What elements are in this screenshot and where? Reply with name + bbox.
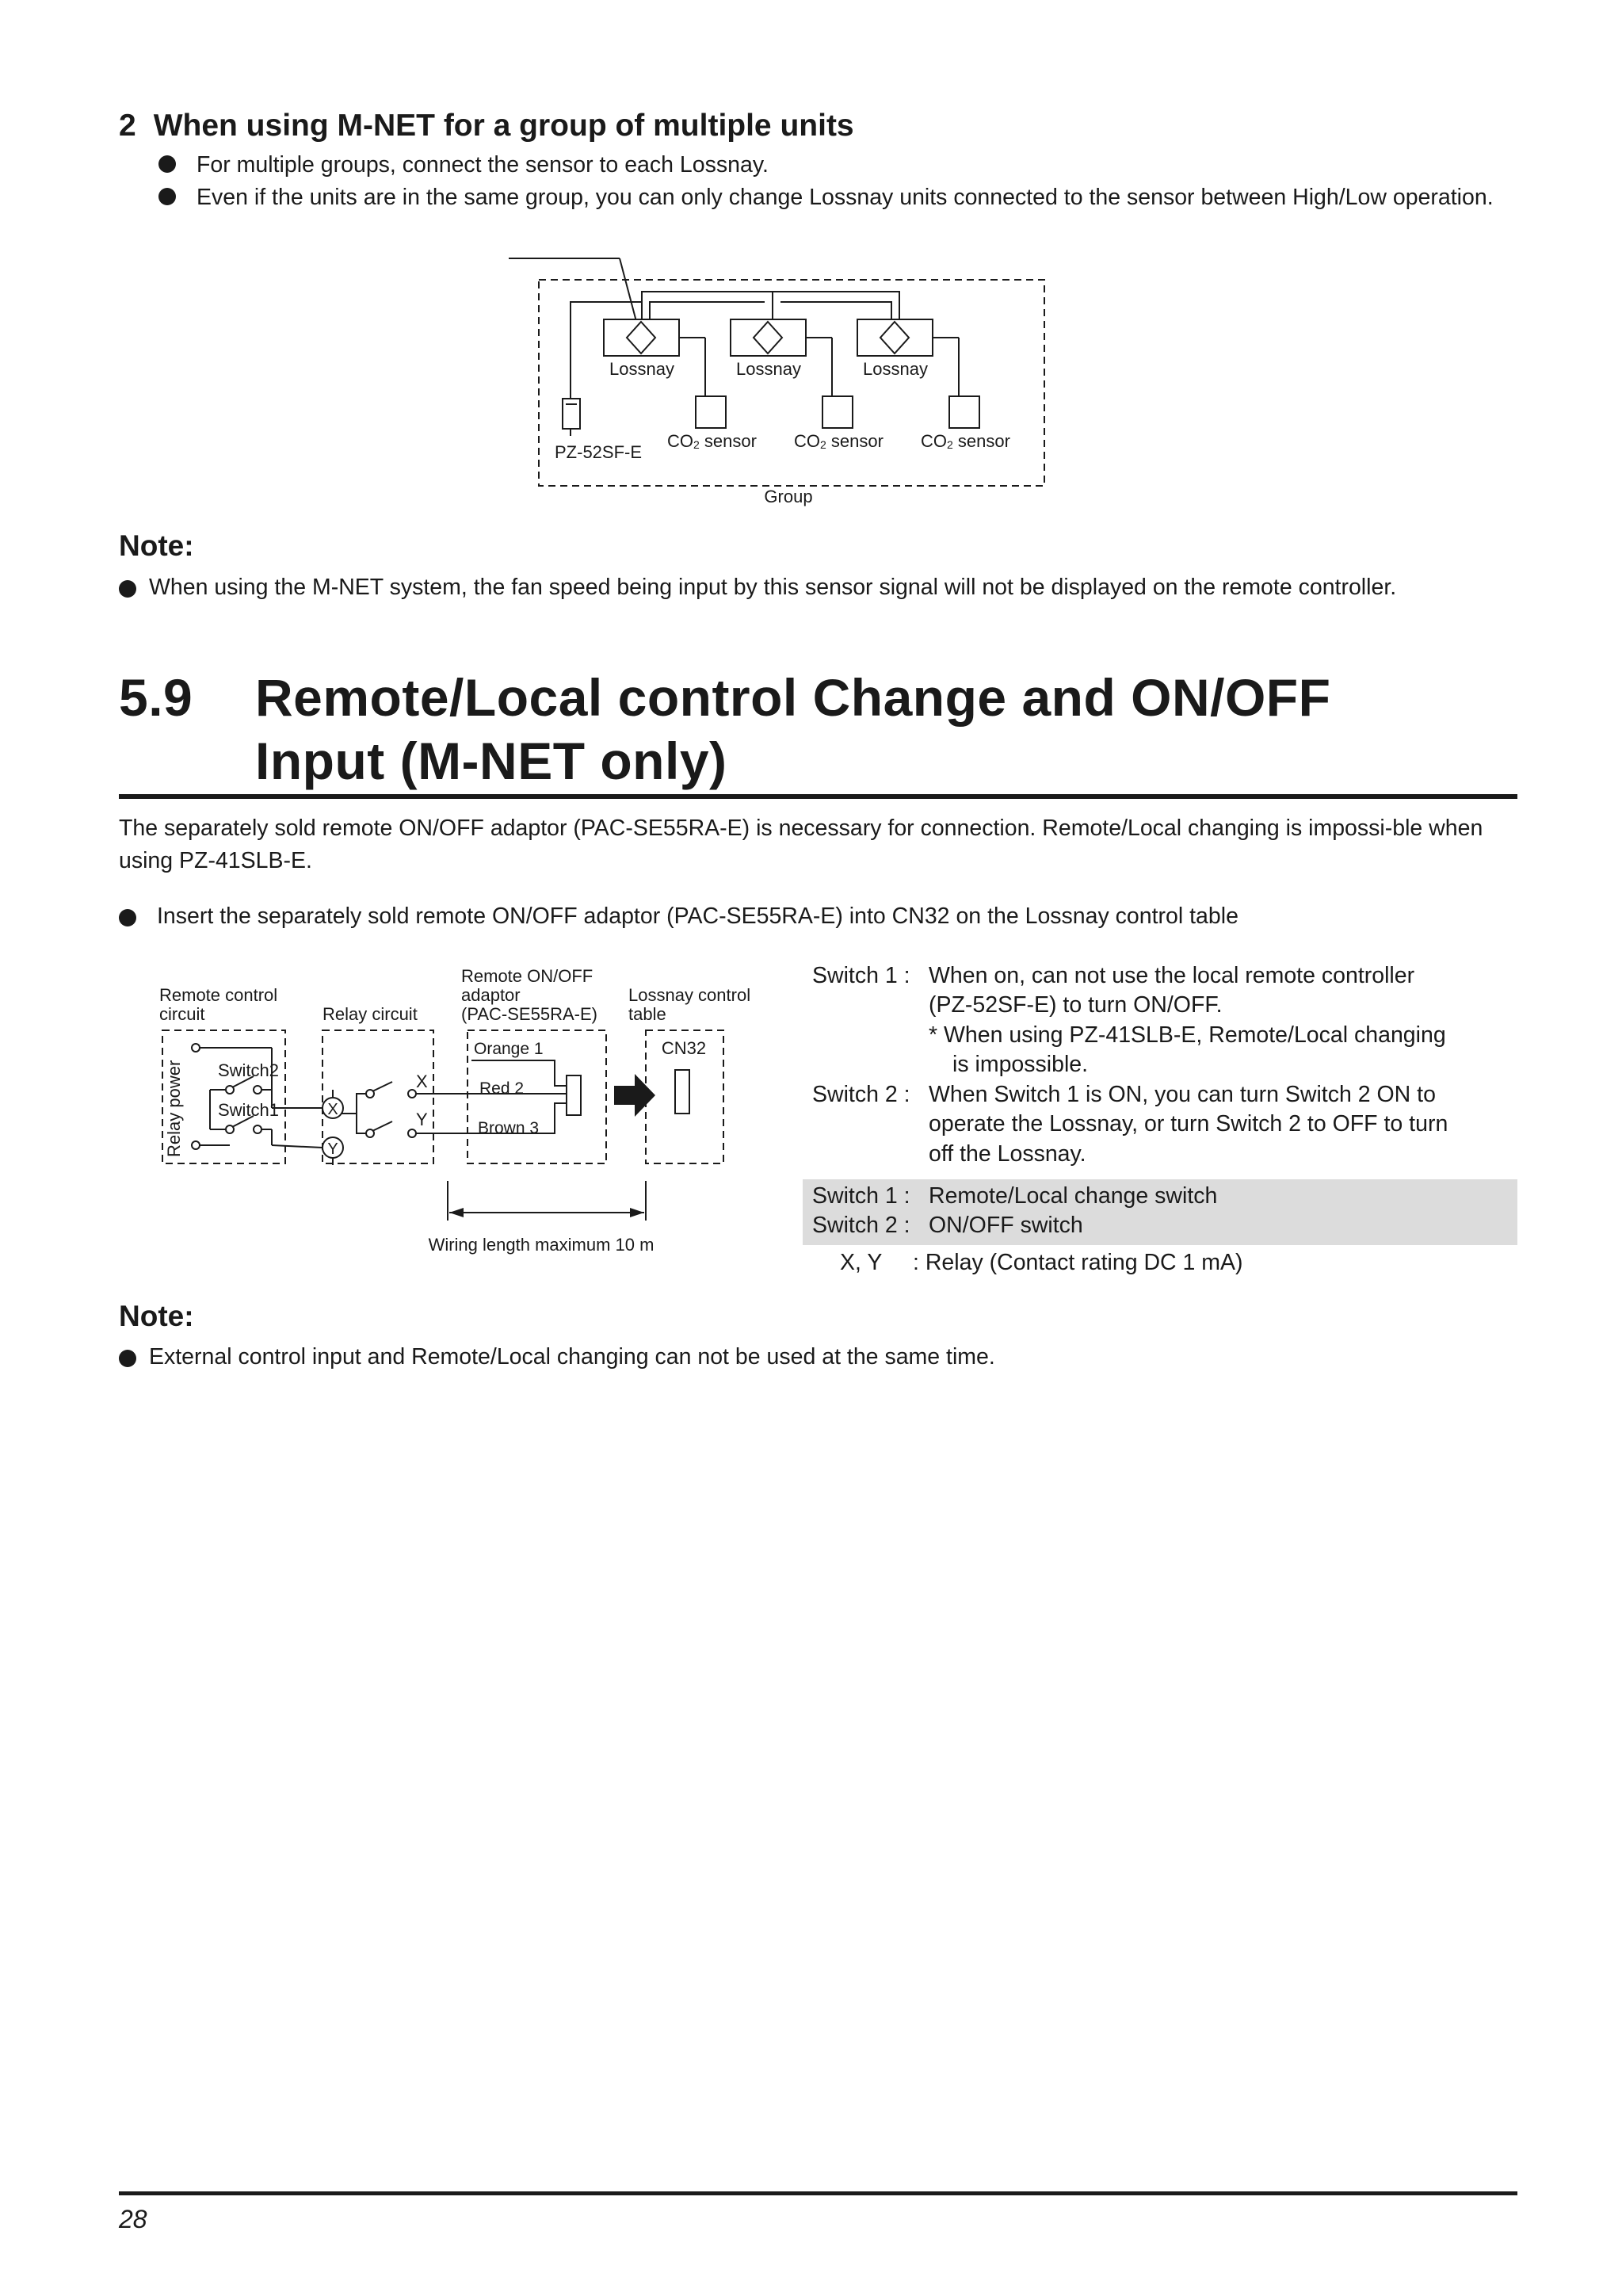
remote-control-circuit-label: Remote control	[159, 985, 278, 1005]
wire-label: Brown 3	[478, 1119, 540, 1137]
bullet-dot-icon	[119, 580, 136, 598]
switch2-desc-line: operate the Lossnay, or turn Switch 2 to OFF to turn	[929, 1111, 1448, 1137]
switch1-desc-label: Switch 1 :	[812, 963, 910, 988]
section-number: 5.9	[119, 668, 193, 727]
lossnay-label: Lossnay	[609, 359, 674, 379]
switch2-desc-label: Switch 2 :	[812, 1082, 910, 1107]
relay-xy-label: X, Y	[840, 1250, 883, 1275]
adaptor-plug	[567, 1075, 581, 1115]
contact-y-label: Y	[416, 1110, 428, 1129]
adaptor-label: (PAC-SE55RA-E)	[461, 1004, 597, 1024]
remote-control-circuit-label: circuit	[159, 1004, 205, 1024]
legend-switch2-text: ON/OFF switch	[929, 1213, 1083, 1238]
intro-paragraph: The separately sold remote ON/OFF adaptor (PAC-SE55RA-E) is necessary for connection. Remote/Local changing is impossi-ble when using PZ-41SLB-E.	[119, 816, 1483, 873]
note-title: Note:	[119, 1300, 194, 1332]
adaptor-label: Remote ON/OFF	[461, 967, 593, 986]
controller-icon	[563, 399, 580, 429]
co2-sensor-label: CO2 sensor	[921, 431, 1010, 451]
note-text: When using the M-NET system, the fan speed being input by this sensor signal will not be displayed on the remote controller.	[149, 575, 1397, 600]
switch2-label: Switch2	[218, 1060, 280, 1080]
wire-label: Orange 1	[474, 1040, 544, 1058]
relay-xy-text: : Relay (Contact rating DC 1 mA)	[913, 1250, 1243, 1275]
switch2-desc-line: When Switch 1 is ON, you can turn Switch 2 ON to	[929, 1082, 1436, 1107]
footer-rule	[119, 2191, 1517, 2195]
section-title-line2: Input (M-NET only)	[255, 732, 727, 790]
legend-switch1-text: Remote/Local change switch	[929, 1183, 1218, 1209]
co2-sensor-label: CO2 sensor	[794, 431, 884, 451]
co2-sensor	[696, 396, 726, 428]
relay-power-label: Relay power	[164, 1060, 184, 1157]
connector-label: CN32	[661, 1038, 707, 1058]
group-wiring-diagram	[499, 252, 1054, 514]
relay-circuit-label: Relay circuit	[322, 1004, 418, 1024]
bullet-text: Insert the separately sold remote ON/OFF adaptor (PAC-SE55RA-E) into CN32 on the Lossnay control table	[157, 904, 1238, 929]
lossnay-label: Lossnay	[736, 359, 801, 379]
wiring-length-label: Wiring length maximum 10 m	[428, 1235, 655, 1255]
cn32-connector	[675, 1070, 689, 1114]
bullet-text: For multiple groups, connect the sensor to each Lossnay.	[197, 152, 769, 178]
legend-switch1-label: Switch 1 :	[812, 1183, 910, 1209]
bullet-dot-icon	[119, 909, 136, 926]
note-title: Note:	[119, 529, 194, 562]
bullet-dot-icon	[158, 188, 176, 205]
legend-switch2-label: Switch 2 :	[812, 1213, 910, 1238]
relay-y-coil-label: Y	[327, 1140, 338, 1158]
bullet-dot-icon	[158, 155, 176, 173]
switch1-desc-line: When on, can not use the local remote controller	[929, 963, 1415, 988]
relay-x-coil-label: X	[327, 1101, 338, 1118]
controller-label: PZ-52SF-E	[555, 442, 643, 462]
page-number: 28	[119, 2205, 147, 2233]
switch1-desc-line: (PZ-52SF-E) to turn ON/OFF.	[929, 992, 1223, 1018]
subsection-number: 2	[119, 109, 136, 143]
contact-x-label: X	[416, 1072, 428, 1091]
switch2-desc-line: off the Lossnay.	[929, 1141, 1086, 1167]
lossnay-label: Lossnay	[863, 359, 928, 379]
bullet-text: Even if the units are in the same group, you can only change Lossnay units connected to the sensor between High/Low operation.	[197, 185, 1494, 210]
group-label: Group	[764, 487, 813, 506]
section-title-line1: Remote/Local control Change and ON/OFF	[255, 668, 1331, 727]
switch1-label: Switch1	[218, 1100, 280, 1120]
adaptor-label: adaptor	[461, 985, 521, 1005]
wire-label: Red 2	[479, 1079, 525, 1098]
lossnay-table-label: Lossnay control	[628, 985, 751, 1005]
bullet-dot-icon	[119, 1350, 136, 1367]
co2-sensor	[949, 396, 979, 428]
lossnay-table-label: table	[628, 1004, 666, 1024]
subsection-heading	[119, 109, 854, 143]
section-rule	[119, 794, 1517, 799]
insert-arrow-icon	[614, 1074, 655, 1117]
co2-sensor	[822, 396, 853, 428]
remote-onoff-wiring-diagram	[155, 967, 788, 1268]
subsection-title: When using M-NET for a group of multiple units	[153, 109, 854, 143]
switch1-note-line: * When using PZ-41SLB-E, Remote/Local changing	[929, 1022, 1446, 1048]
co2-sensor-label: CO2 sensor	[667, 431, 757, 451]
note-text: External control input and Remote/Local changing can not be used at the same time.	[149, 1344, 995, 1370]
switch1-note-line: is impossible.	[952, 1052, 1089, 1077]
